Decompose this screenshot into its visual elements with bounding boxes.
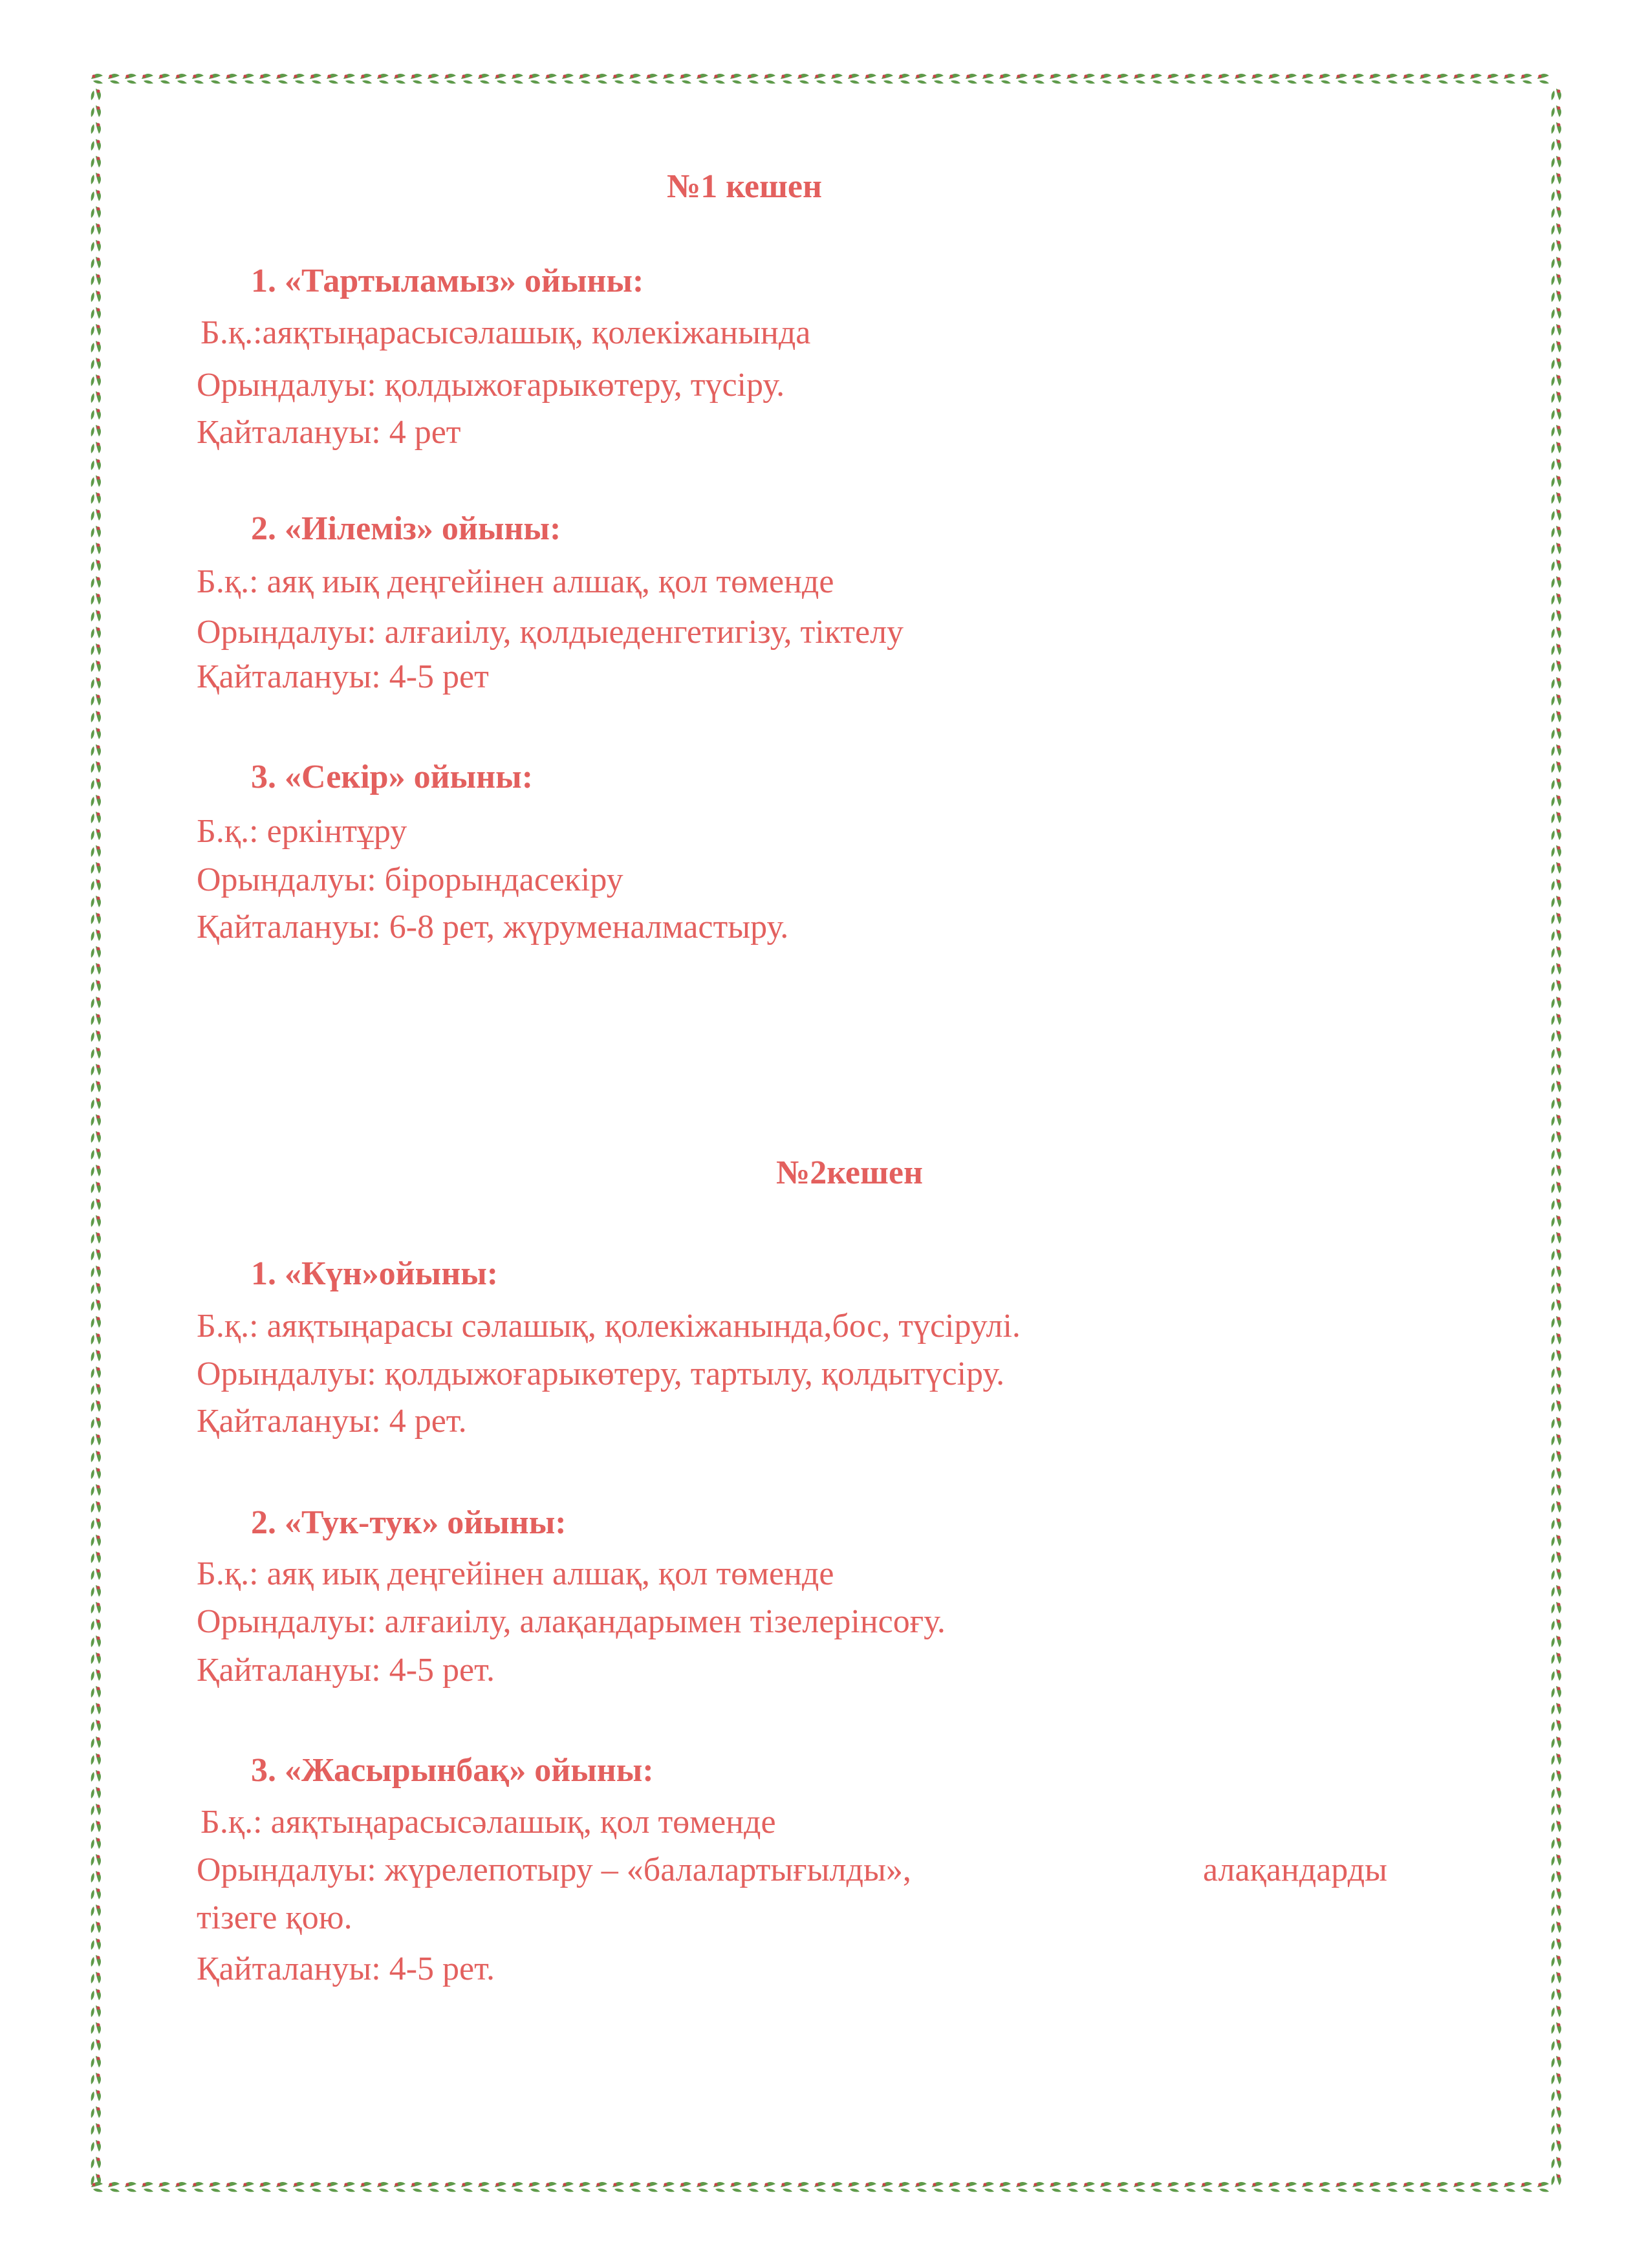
c2-game3-exec-continued: тізеге қою. xyxy=(197,1899,352,1936)
c2-game3-exec-end: алақандарды xyxy=(1203,1852,1387,1888)
c2-game1-exec: Орындалуы: қолдыжоғарыкөтеру, тартылу, қолдытүсіру. xyxy=(197,1355,1005,1392)
c1-game1-exec: Орындалуы: қолдыжоғарыкөтеру, түсіру. xyxy=(197,367,785,404)
c1-game2-heading: 2. «Иілеміз» ойыны: xyxy=(251,510,561,547)
c2-game3-repeat: Қайталануы: 4-5 рет. xyxy=(197,1950,495,1987)
c1-game2-repeat: Қайталануы: 4-5 рет xyxy=(197,658,489,695)
c2-game3-exec: Орындалуы: жүрелепотыру – «балалартығылды», xyxy=(197,1852,911,1888)
c1-game1-repeat: Қайталануы: 4 рет xyxy=(197,414,461,451)
c2-game2-heading: 2. «Тук-тук» ойыны: xyxy=(251,1504,567,1541)
c2-game2-repeat: Қайталануы: 4-5 рет. xyxy=(197,1652,495,1689)
c2-game3-heading: 3. «Жасырынбақ» ойыны: xyxy=(251,1752,654,1789)
complex1-title: №1 кешен xyxy=(667,168,822,205)
complex2-title: №2кешен xyxy=(776,1154,923,1191)
c2-game1-heading: 1. «Күн»ойыны: xyxy=(251,1255,499,1292)
c2-game2-start: Б.қ.: аяқ иық деңгейінен алшақ, қол төменде xyxy=(197,1555,834,1592)
c1-game3-exec: Орындалуы: бірорындасекіру xyxy=(197,861,623,898)
c1-game3-repeat: Қайталануы: 6-8 рет, жүруменалмастыру. xyxy=(197,909,789,945)
c1-game1-heading: 1. «Тартыламыз» ойыны: xyxy=(251,263,644,299)
c1-game3-start: Б.қ.: еркінтұру xyxy=(197,813,407,850)
c1-game2-start: Б.қ.: аяқ иық деңгейінен алшақ, қол төменде xyxy=(197,563,834,600)
c2-game1-repeat: Қайталануы: 4 рет. xyxy=(197,1403,467,1440)
c1-game1-start: Б.қ.:аяқтыңарасысәлашық, қолекіжанында xyxy=(200,314,811,351)
c1-game3-heading: 3. «Секір» ойыны: xyxy=(251,759,534,795)
c2-game3-start: Б.қ.: аяқтыңарасысәлашық, қол төменде xyxy=(200,1804,776,1841)
c2-game2-exec: Орындалуы: алғаиілу, алақандарымен тізелерінсоғу. xyxy=(197,1603,946,1640)
c2-game1-start: Б.қ.: аяқтыңарасы сәлашық, қолекіжанында,бос, түсірулі. xyxy=(197,1308,1021,1345)
c1-game2-exec: Орындалуы: алғаиілу, қолдыеденгетигізу, тіктелу xyxy=(197,614,904,651)
